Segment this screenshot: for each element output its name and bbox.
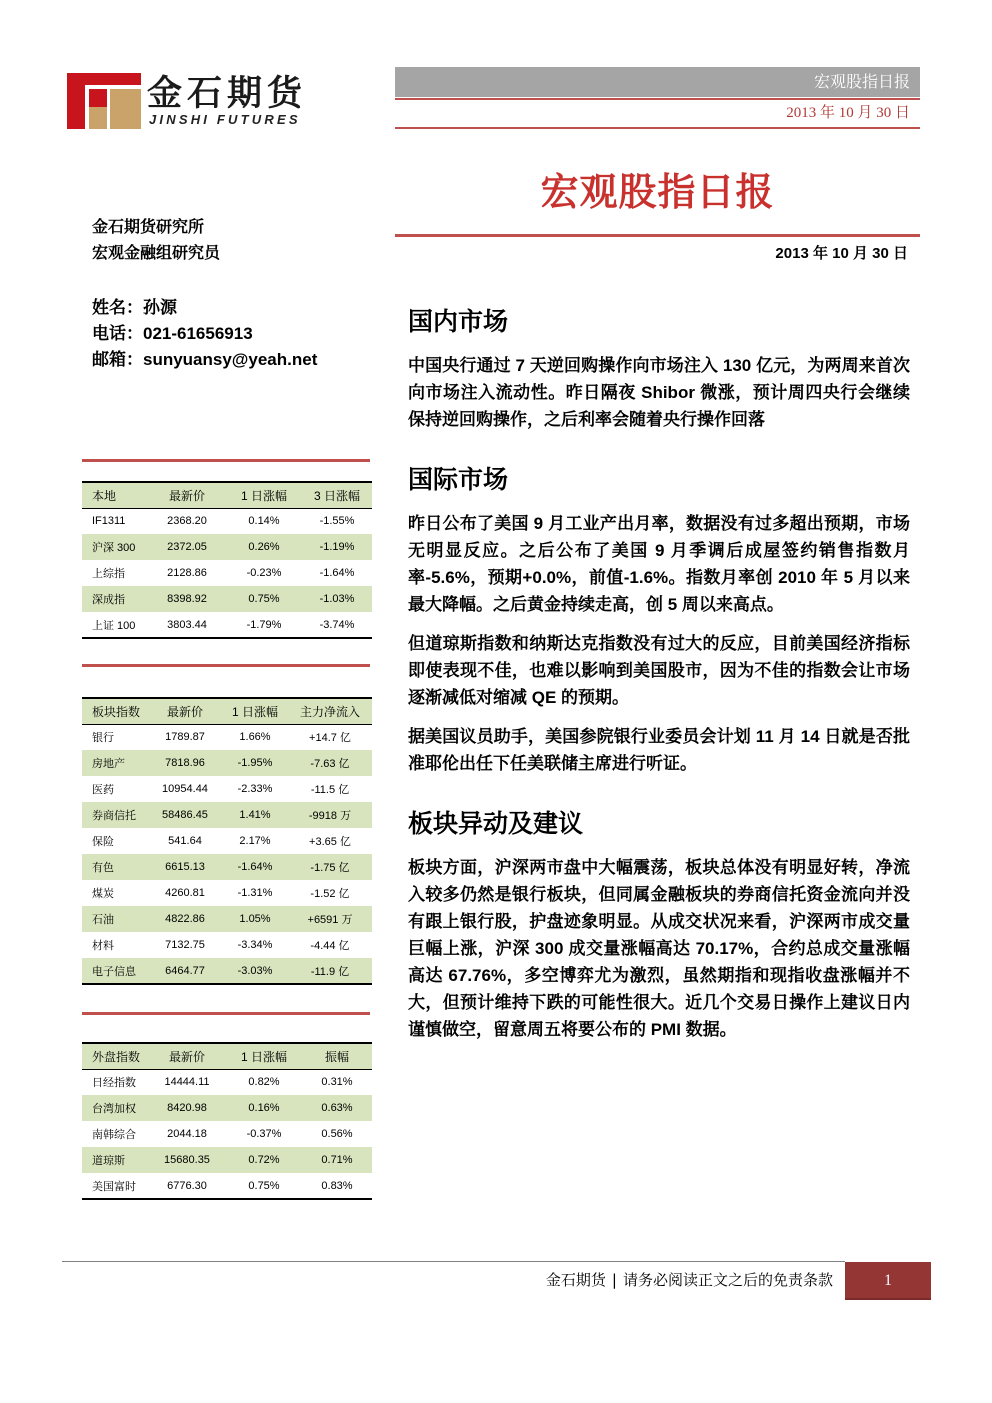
table-cell: 0.75%: [226, 586, 302, 612]
table-cell: -2.33%: [237, 783, 273, 795]
table-cell: -1.03%: [302, 586, 372, 612]
table-cell: 4260.81: [165, 887, 205, 899]
section-paragraph: 据美国议员助手，美国参院银行业委员会计划 11 月 14 日就是否批准耶伦出任下任美联储主席进行听证。: [408, 727, 910, 773]
author-email-label: 邮箱：: [92, 350, 143, 369]
table-header-cell: 本地: [82, 482, 148, 508]
local-index-table: [82, 481, 372, 639]
page-number: 1: [845, 1262, 931, 1300]
table-cell: 7132.75: [165, 939, 205, 951]
logo-company-name: 金石期货: [147, 74, 308, 114]
table-cell: 美国富时: [82, 1173, 148, 1199]
table-cell: -1.52 亿: [310, 888, 350, 900]
table-row: [82, 724, 372, 750]
table-header-cell: 主力净流入: [288, 698, 372, 724]
table-row: [82, 750, 372, 776]
table-cell: 深成指: [82, 586, 148, 612]
table-cell: 石油: [82, 906, 148, 932]
table-cell: 上综指: [92, 568, 125, 580]
table-divider: [82, 1012, 370, 1015]
table-cell: 0.56%: [321, 1128, 353, 1140]
table-cell: 6615.13: [148, 854, 222, 880]
table-cell: 0.82%: [248, 1076, 280, 1089]
table-cell: 材料: [92, 940, 114, 952]
table-cell: 4822.86: [148, 906, 222, 932]
author-phone-label: 电话：: [92, 324, 143, 343]
table-cell: 541.64: [168, 835, 202, 847]
table-cell: 券商信托: [82, 802, 148, 828]
table-row: [82, 586, 372, 612]
table-row: [82, 534, 372, 560]
table-cell: -1.55%: [319, 515, 355, 528]
section-heading-domestic-market: 国内市场: [408, 307, 509, 336]
table-cell: 15680.35: [148, 1147, 226, 1173]
table-cell: 0.83%: [302, 1173, 372, 1199]
table-cell: 电子信息: [82, 958, 148, 984]
table-cell: 房地产: [82, 750, 148, 776]
table-cell: 2128.86: [167, 567, 207, 579]
table-cell: 1.41%: [222, 802, 288, 828]
author-name-value: 孙源: [143, 298, 177, 317]
table-cell: 3803.44: [148, 612, 226, 638]
author-name: [92, 295, 177, 321]
table-cell: 0.63%: [302, 1095, 372, 1121]
table-header-cell: 最新价: [148, 482, 226, 508]
table-cell: -1.79%: [226, 612, 302, 638]
table-cell: 1.05%: [222, 906, 288, 932]
report-title: 宏观股指日报: [540, 170, 775, 214]
table-cell: 6776.30: [148, 1173, 226, 1199]
table-cell: -4.44 亿: [310, 940, 350, 952]
table-row: [82, 880, 372, 906]
table-cell: 0.26%: [226, 534, 302, 560]
table-cell: 医药: [92, 784, 114, 796]
table-header-cell: 1 日涨幅: [226, 482, 302, 508]
table-cell: 6464.77: [148, 958, 222, 984]
table-cell: -1.64%: [222, 854, 288, 880]
table-cell: 14444.11: [164, 1076, 210, 1089]
section-paragraph: 昨日公布了美国 9 月工业产出月率，数据没有过多超出预期，市场无明显反应。之后公布了美国 9 月季调后成屋签约销售指数月率-5.6%，预期+0.0%，前值-1.6%。指数月率创 2010 年 5 月以来最大降幅。之后黄金持续走高，创 5 周以来高点。: [408, 514, 910, 614]
table-cell: -1.19%: [302, 534, 372, 560]
table-cell: 日经指数: [92, 1077, 136, 1090]
author-phone: [92, 321, 253, 347]
table-row: [82, 776, 372, 802]
table-header-row: [82, 698, 372, 724]
table-cell: 8420.98: [148, 1095, 226, 1121]
section-heading-international-market: 国际市场: [408, 465, 509, 494]
section-paragraph: 但道琼斯指数和纳斯达克指数没有过大的反应，目前美国经济指标即使表现不佳，也难以影响到美国股市，因为不佳的指数会让市场逐渐减低对缩减 QE 的预期。: [408, 634, 910, 707]
table-row: [82, 1095, 372, 1121]
table-cell: -0.23%: [246, 567, 282, 579]
table-cell: 0.72%: [226, 1147, 302, 1173]
table-cell: -1.95%: [222, 750, 288, 776]
table-cell: 2044.18: [167, 1128, 207, 1140]
table-row: [82, 802, 372, 828]
section-heading-sector-moves: 板块异动及建议: [408, 809, 584, 838]
table-cell: -1.75 亿: [288, 854, 372, 880]
footer-disclaimer: [440, 1270, 833, 1290]
footer-separator: |: [611, 1271, 617, 1289]
table-cell: 南韩综合: [92, 1129, 136, 1141]
author-email: [92, 347, 317, 373]
table-cell: -3.34%: [237, 939, 273, 951]
table-cell: +3.65 亿: [309, 836, 351, 848]
author-name-label: 姓名：: [92, 298, 143, 317]
table-cell: 1.66%: [239, 731, 271, 744]
title-divider: [395, 234, 920, 237]
table-cell: 10954.44: [162, 783, 208, 795]
table-row: [82, 612, 372, 638]
section-paragraph: 板块方面，沪深两市盘中大幅震荡，板块总体没有明显好转，净流入较多仍然是银行板块，但同属金融板块的券商信托资金流向并没有跟上银行股，护盘迹象明显。从成交状况来看，沪深两市成交量巨幅上涨，沪深 300 成交量涨幅高达 70.17%，合约总成交量涨幅高达 67.76%，多空博弈尤为激烈，虽然期指和现指收盘涨幅并不大，但预计维持下跌的可能性很大。近几个交易日操作上建议日内谨慎做空，留意周五将要公布的 PMI 数据。: [408, 858, 910, 1039]
table-row: [82, 1121, 372, 1147]
table-divider: [82, 664, 370, 667]
table-header-cell: 外盘指数: [82, 1043, 148, 1069]
overseas-index-table: [82, 1042, 372, 1200]
table-cell: 上证 100: [82, 612, 148, 638]
table-cell: -7.63 亿: [288, 750, 372, 776]
table-cell: 道琼斯: [82, 1147, 148, 1173]
logo-company-name-en: JINSHI FUTURES: [149, 112, 301, 127]
table-cell: 沪深 300: [82, 534, 148, 560]
table-cell: -11.5 亿: [310, 784, 350, 796]
author-email-value: sunyuansy@yeah.net: [143, 350, 318, 369]
table-cell: 7818.96: [148, 750, 222, 776]
table-cell: 58486.45: [148, 802, 222, 828]
author-phone-value: 021-61656913: [143, 324, 253, 343]
table-cell: -3.74%: [302, 612, 372, 638]
table-cell: 2372.05: [148, 534, 226, 560]
table-cell: +6591 万: [288, 906, 372, 932]
header-report-name: 宏观股指日报: [395, 67, 920, 97]
table-row: [82, 906, 372, 932]
table-cell: 有色: [82, 854, 148, 880]
table-cell: 0.71%: [302, 1147, 372, 1173]
table-cell: 保险: [92, 836, 114, 848]
table-cell: -1.64%: [319, 567, 355, 579]
table-cell: -3.03%: [222, 958, 288, 984]
table-cell: 煤炭: [92, 888, 114, 900]
table-header-cell: 3 日涨幅: [302, 482, 372, 508]
table-header-cell: 最新价: [148, 1043, 226, 1069]
table-row: [82, 828, 372, 854]
table-cell: +14.7 亿: [309, 732, 351, 745]
section-paragraph: 中国央行通过 7 天逆回购操作向市场注入 130 亿元，为两周来首次向市场注入流动性。昨日隔夜 Shibor 微涨，预计周四央行会继续保持逆回购操作，之后利率会随着央行操作回落: [408, 356, 910, 429]
table-cell: -1.31%: [237, 887, 273, 899]
table-cell: 0.16%: [226, 1095, 302, 1121]
table-row: [82, 508, 372, 534]
footer-divider: [62, 1261, 845, 1262]
table-row: [82, 560, 372, 586]
table-header-cell: 振幅: [302, 1043, 372, 1069]
table-cell: 0.75%: [226, 1173, 302, 1199]
logo-mark-icon: [67, 73, 141, 129]
table-cell: 0.14%: [248, 515, 280, 528]
table-header-cell: 1 日涨幅: [226, 1043, 302, 1069]
table-header-cell: 板块指数: [82, 698, 148, 724]
research-institute: 金石期货研究所: [92, 219, 205, 236]
table-cell: -0.37%: [246, 1128, 282, 1140]
table-row: [82, 1147, 372, 1173]
table-header-row: [82, 1043, 372, 1069]
table-cell: 银行: [92, 732, 114, 745]
report-body: [408, 305, 910, 1055]
header-date: 2013 年 10 月 30 日: [395, 98, 920, 129]
footer-notice: 请务必阅读正文之后的免责条款: [622, 1271, 833, 1289]
table-cell: 2.17%: [239, 835, 271, 847]
table-row: [82, 1173, 372, 1199]
table-row: [82, 854, 372, 880]
footer-company: 金石期货: [545, 1271, 606, 1289]
table-cell: 0.31%: [321, 1076, 353, 1089]
table-cell: 台湾加权: [82, 1095, 148, 1121]
researcher-role: 宏观金融组研究员: [92, 245, 221, 262]
table-divider: [82, 459, 370, 462]
report-date: 2013 年 10 月 30 日: [775, 245, 908, 262]
table-cell: -11.9 亿: [288, 958, 372, 984]
table-cell: 1789.87: [165, 731, 205, 744]
table-row: [82, 958, 372, 984]
sector-index-table: [82, 697, 372, 985]
table-cell: -9918 万: [288, 802, 372, 828]
table-header-cell: 最新价: [148, 698, 222, 724]
table-row: [82, 1069, 372, 1095]
table-header-row: [82, 482, 372, 508]
table-header-cell: 1 日涨幅: [222, 698, 288, 724]
table-row: [82, 932, 372, 958]
table-cell: 8398.92: [148, 586, 226, 612]
table-cell: 2368.20: [167, 515, 207, 528]
table-cell: IF1311: [92, 515, 126, 528]
